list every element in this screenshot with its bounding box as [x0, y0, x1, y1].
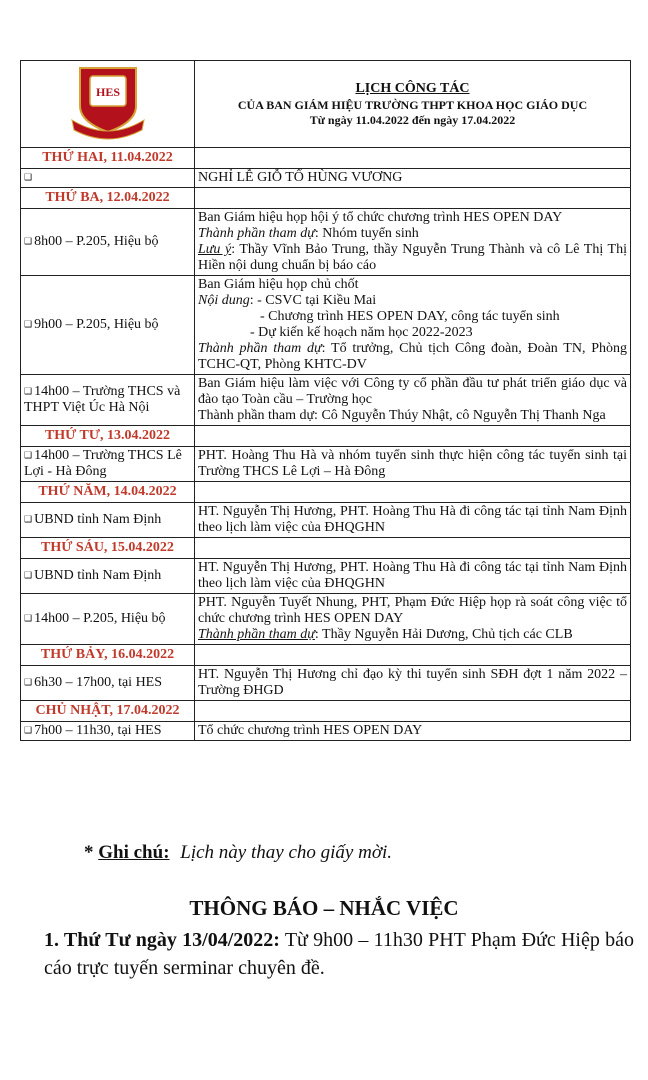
- entry-detail-line: [198, 293, 627, 309]
- note-label: * Ghi chú:: [84, 842, 170, 863]
- schedule-entry-row: [21, 276, 631, 375]
- entry-detail-line: [198, 408, 627, 424]
- entry-detail-line: [198, 504, 627, 536]
- page-subtitle: CỦA BAN GIÁM HIỆU TRƯỜNG THPT KHOA HỌC GIÁO DỤC: [237, 98, 588, 112]
- note-text: Lịch này thay cho giấy mời.: [180, 842, 392, 863]
- entry-detail-label: Nội dung: [198, 293, 250, 308]
- entry-time: 14h00 – P.205, Hiệu bộ: [34, 611, 166, 626]
- entry-detail-line: [198, 309, 627, 325]
- day-heading: THỨ NĂM, 14.04.2022: [21, 482, 195, 503]
- entry-detail-line: [198, 226, 627, 242]
- entry-time: 6h30 – 17h00, tại HES: [34, 675, 163, 690]
- entry-detail-text: HT. Nguyễn Thị Hương, PHT. Hoàng Thu Hà đi công tác tại tỉnh Nam Định theo lịch làm việc của ĐHQGHN: [198, 560, 627, 591]
- notice-item-lead: 1. Thứ Tư ngày 13/04/2022:: [44, 929, 280, 951]
- entry-detail-line: [198, 170, 627, 186]
- entry-detail-text: : Tổ trưởng, Chủ tịch Công đoàn, Đoàn TN, Phòng TCHC-QT, Phòng KHTC-DV: [198, 341, 627, 372]
- note: [84, 842, 392, 864]
- schedule-entry-row: [21, 559, 631, 594]
- schedule-entry-row: [21, 722, 631, 741]
- checkbox-bullet-icon: ❑: [24, 514, 33, 524]
- entry-detail-label: Thành phần tham dự: [198, 627, 315, 642]
- day-heading-row: [21, 701, 631, 722]
- entry-detail-text: Ban Giám hiệu họp chủ chốt: [198, 277, 359, 292]
- entry-detail-cell: [195, 447, 631, 482]
- entry-time: UBND tỉnh Nam Định: [34, 512, 162, 527]
- entry-detail-text: Tổ chức chương trình HES OPEN DAY: [198, 723, 423, 738]
- day-heading-row: [21, 426, 631, 447]
- checkbox-bullet-icon: ❑: [24, 386, 33, 396]
- entry-time-cell: [21, 594, 195, 645]
- entry-detail-label: Lưu ý: [198, 242, 232, 257]
- entry-detail-cell: [195, 594, 631, 645]
- checkbox-bullet-icon: ❑: [24, 677, 33, 687]
- entry-time-cell: [21, 666, 195, 701]
- checkbox-bullet-icon: ❑: [24, 172, 33, 182]
- entry-time: UBND tỉnh Nam Định: [34, 568, 162, 583]
- entry-detail-text: : - CSVC tại Kiều Mai: [249, 293, 377, 308]
- day-heading-row: [21, 188, 631, 209]
- entry-detail-line: [198, 667, 627, 699]
- entry-detail-text: - Chương trình HES OPEN DAY, công tác tuyển sinh: [260, 309, 560, 324]
- entry-detail-text: PHT. Hoàng Thu Hà và nhóm tuyển sinh thực hiện công tác tuyển sinh tại Trường THCS Lê Lợi – Hà Đông: [198, 448, 627, 479]
- day-heading: THỨ BẢY, 16.04.2022: [21, 645, 195, 666]
- entry-time: 7h00 – 11h30, tại HES: [34, 723, 162, 738]
- entry-time-cell: [21, 722, 195, 741]
- day-heading-empty-cell: [195, 482, 631, 503]
- entry-time-cell: [21, 169, 195, 188]
- entry-time-cell: [21, 503, 195, 538]
- header-title-cell: [195, 61, 631, 148]
- entry-detail-text: : Thầy Vĩnh Bảo Trung, thầy Nguyễn Trung Thành và cô Lê Thị Thị Hiền nội dung chuẩn bị báo cáo: [198, 242, 627, 273]
- entry-time: 9h00 – P.205, Hiệu bộ: [34, 317, 159, 332]
- entry-detail-line: [198, 376, 627, 408]
- entry-time-cell: [21, 375, 195, 426]
- entry-detail-line: [198, 341, 627, 373]
- checkbox-bullet-icon: ❑: [24, 613, 33, 623]
- entry-detail-line: [198, 277, 627, 293]
- entry-detail-text: - Dự kiến kế hoạch năm học 2022-2023: [250, 325, 473, 340]
- day-heading: CHỦ NHẬT, 17.04.2022: [21, 701, 195, 722]
- entry-detail-cell: [195, 209, 631, 276]
- entry-detail-text: Ban Giám hiệu làm việc với Công ty cổ phần đầu tư phát triển giáo dục và đào tạo Toàn cầu – Trường học: [198, 376, 627, 407]
- entry-detail-text: HT. Nguyễn Thị Hương, PHT. Hoàng Thu Hà đi công tác tại tỉnh Nam Định theo lịch làm việc của ĐHQGHN: [198, 504, 627, 535]
- entry-detail-text: Ban Giám hiệu họp hội ý tổ chức chương trình HES OPEN DAY: [198, 210, 563, 225]
- entry-detail-text: : Nhóm tuyển sinh: [314, 226, 419, 241]
- header-row: [21, 61, 631, 148]
- day-heading-empty-cell: [195, 426, 631, 447]
- entry-time: 8h00 – P.205, Hiệu bộ: [34, 234, 159, 249]
- entry-time-cell: [21, 559, 195, 594]
- day-heading-row: [21, 482, 631, 503]
- day-heading-empty-cell: [195, 188, 631, 209]
- day-heading-empty-cell: [195, 148, 631, 169]
- entry-detail-line: [198, 448, 627, 480]
- schedule-entry-row: [21, 594, 631, 645]
- notice-item-text: Từ 9h00 – 11h30 PHT Phạm Đức Hiệp báo cáo trực tuyến serminar chuyên đề.: [44, 929, 634, 979]
- schedule-entry-row: [21, 666, 631, 701]
- entry-detail-cell: [195, 666, 631, 701]
- entry-detail-text: PHT. Nguyễn Tuyết Nhung, PHT, Phạm Đức Hiệp họp rà soát công việc tổ chức chương trình HES OPEN DAY: [198, 595, 627, 626]
- school-logo: [68, 62, 148, 142]
- entry-detail-cell: [195, 722, 631, 741]
- checkbox-bullet-icon: ❑: [24, 236, 33, 246]
- schedule-entry-row: [21, 169, 631, 188]
- notice-title: THÔNG BÁO – NHẮC VIỆC: [189, 896, 459, 920]
- checkbox-bullet-icon: ❑: [24, 450, 33, 460]
- entry-detail-text: Thành phần tham dự: Cô Nguyễn Thúy Nhật, cô Nguyễn Thị Thanh Nga: [198, 408, 606, 423]
- entry-time-cell: [21, 276, 195, 375]
- entry-time-cell: [21, 447, 195, 482]
- entry-detail-text: : Thầy Nguyễn Hải Dương, Chủ tịch các CLB: [314, 627, 573, 642]
- entry-detail-cell: [195, 375, 631, 426]
- checkbox-bullet-icon: ❑: [24, 725, 33, 735]
- entry-detail-line: [198, 560, 627, 592]
- entry-detail-text: HT. Nguyễn Thị Hương chỉ đạo kỳ thi tuyển sinh SĐH đợt 1 năm 2022 – Trường ĐHGD: [198, 667, 627, 698]
- entry-detail-line: [198, 723, 627, 739]
- entry-time: 14h00 – Trường THCS và THPT Việt Úc Hà Nội: [24, 384, 181, 415]
- entry-detail-line: [198, 242, 627, 274]
- schedule-entry-row: [21, 375, 631, 426]
- entry-detail-cell: [195, 169, 631, 188]
- day-heading: THỨ SÁU, 15.04.2022: [21, 538, 195, 559]
- checkbox-bullet-icon: ❑: [24, 319, 33, 329]
- day-heading-row: [21, 148, 631, 169]
- day-heading-row: [21, 538, 631, 559]
- day-heading-empty-cell: [195, 538, 631, 559]
- entry-time: 14h00 – Trường THCS Lê Lợi - Hà Đông: [24, 448, 182, 479]
- day-heading: THỨ TƯ, 13.04.2022: [21, 426, 195, 447]
- entry-detail-line: [198, 627, 627, 643]
- entry-detail-cell: [195, 503, 631, 538]
- entry-detail-cell: [195, 559, 631, 594]
- day-heading: THỨ BA, 12.04.2022: [21, 188, 195, 209]
- entry-detail-label: Thành phần tham dự: [198, 226, 315, 241]
- schedule-entry-row: [21, 447, 631, 482]
- entry-detail-line: [198, 595, 627, 627]
- day-heading: THỨ HAI, 11.04.2022: [21, 148, 195, 169]
- schedule-table: [20, 60, 631, 741]
- notice-item: [44, 926, 634, 982]
- page-title: LỊCH CÔNG TÁC: [355, 81, 470, 96]
- day-heading-row: [21, 645, 631, 666]
- logo-cell: [21, 61, 195, 148]
- entry-detail-line: [198, 210, 627, 226]
- date-range: Từ ngày 11.04.2022 đến ngày 17.04.2022: [309, 113, 516, 127]
- entry-detail-line: [198, 325, 627, 341]
- entry-detail-text: NGHỈ LỄ GIỖ TỔ HÙNG VƯƠNG: [198, 170, 403, 185]
- entry-detail-cell: [195, 276, 631, 375]
- checkbox-bullet-icon: ❑: [24, 570, 33, 580]
- day-heading-empty-cell: [195, 645, 631, 666]
- schedule-entry-row: [21, 209, 631, 276]
- schedule-entry-row: [21, 503, 631, 538]
- logo-text: HES: [95, 84, 120, 99]
- entry-detail-label: Thành phần tham dự: [198, 341, 322, 356]
- entry-time-cell: [21, 209, 195, 276]
- day-heading-empty-cell: [195, 701, 631, 722]
